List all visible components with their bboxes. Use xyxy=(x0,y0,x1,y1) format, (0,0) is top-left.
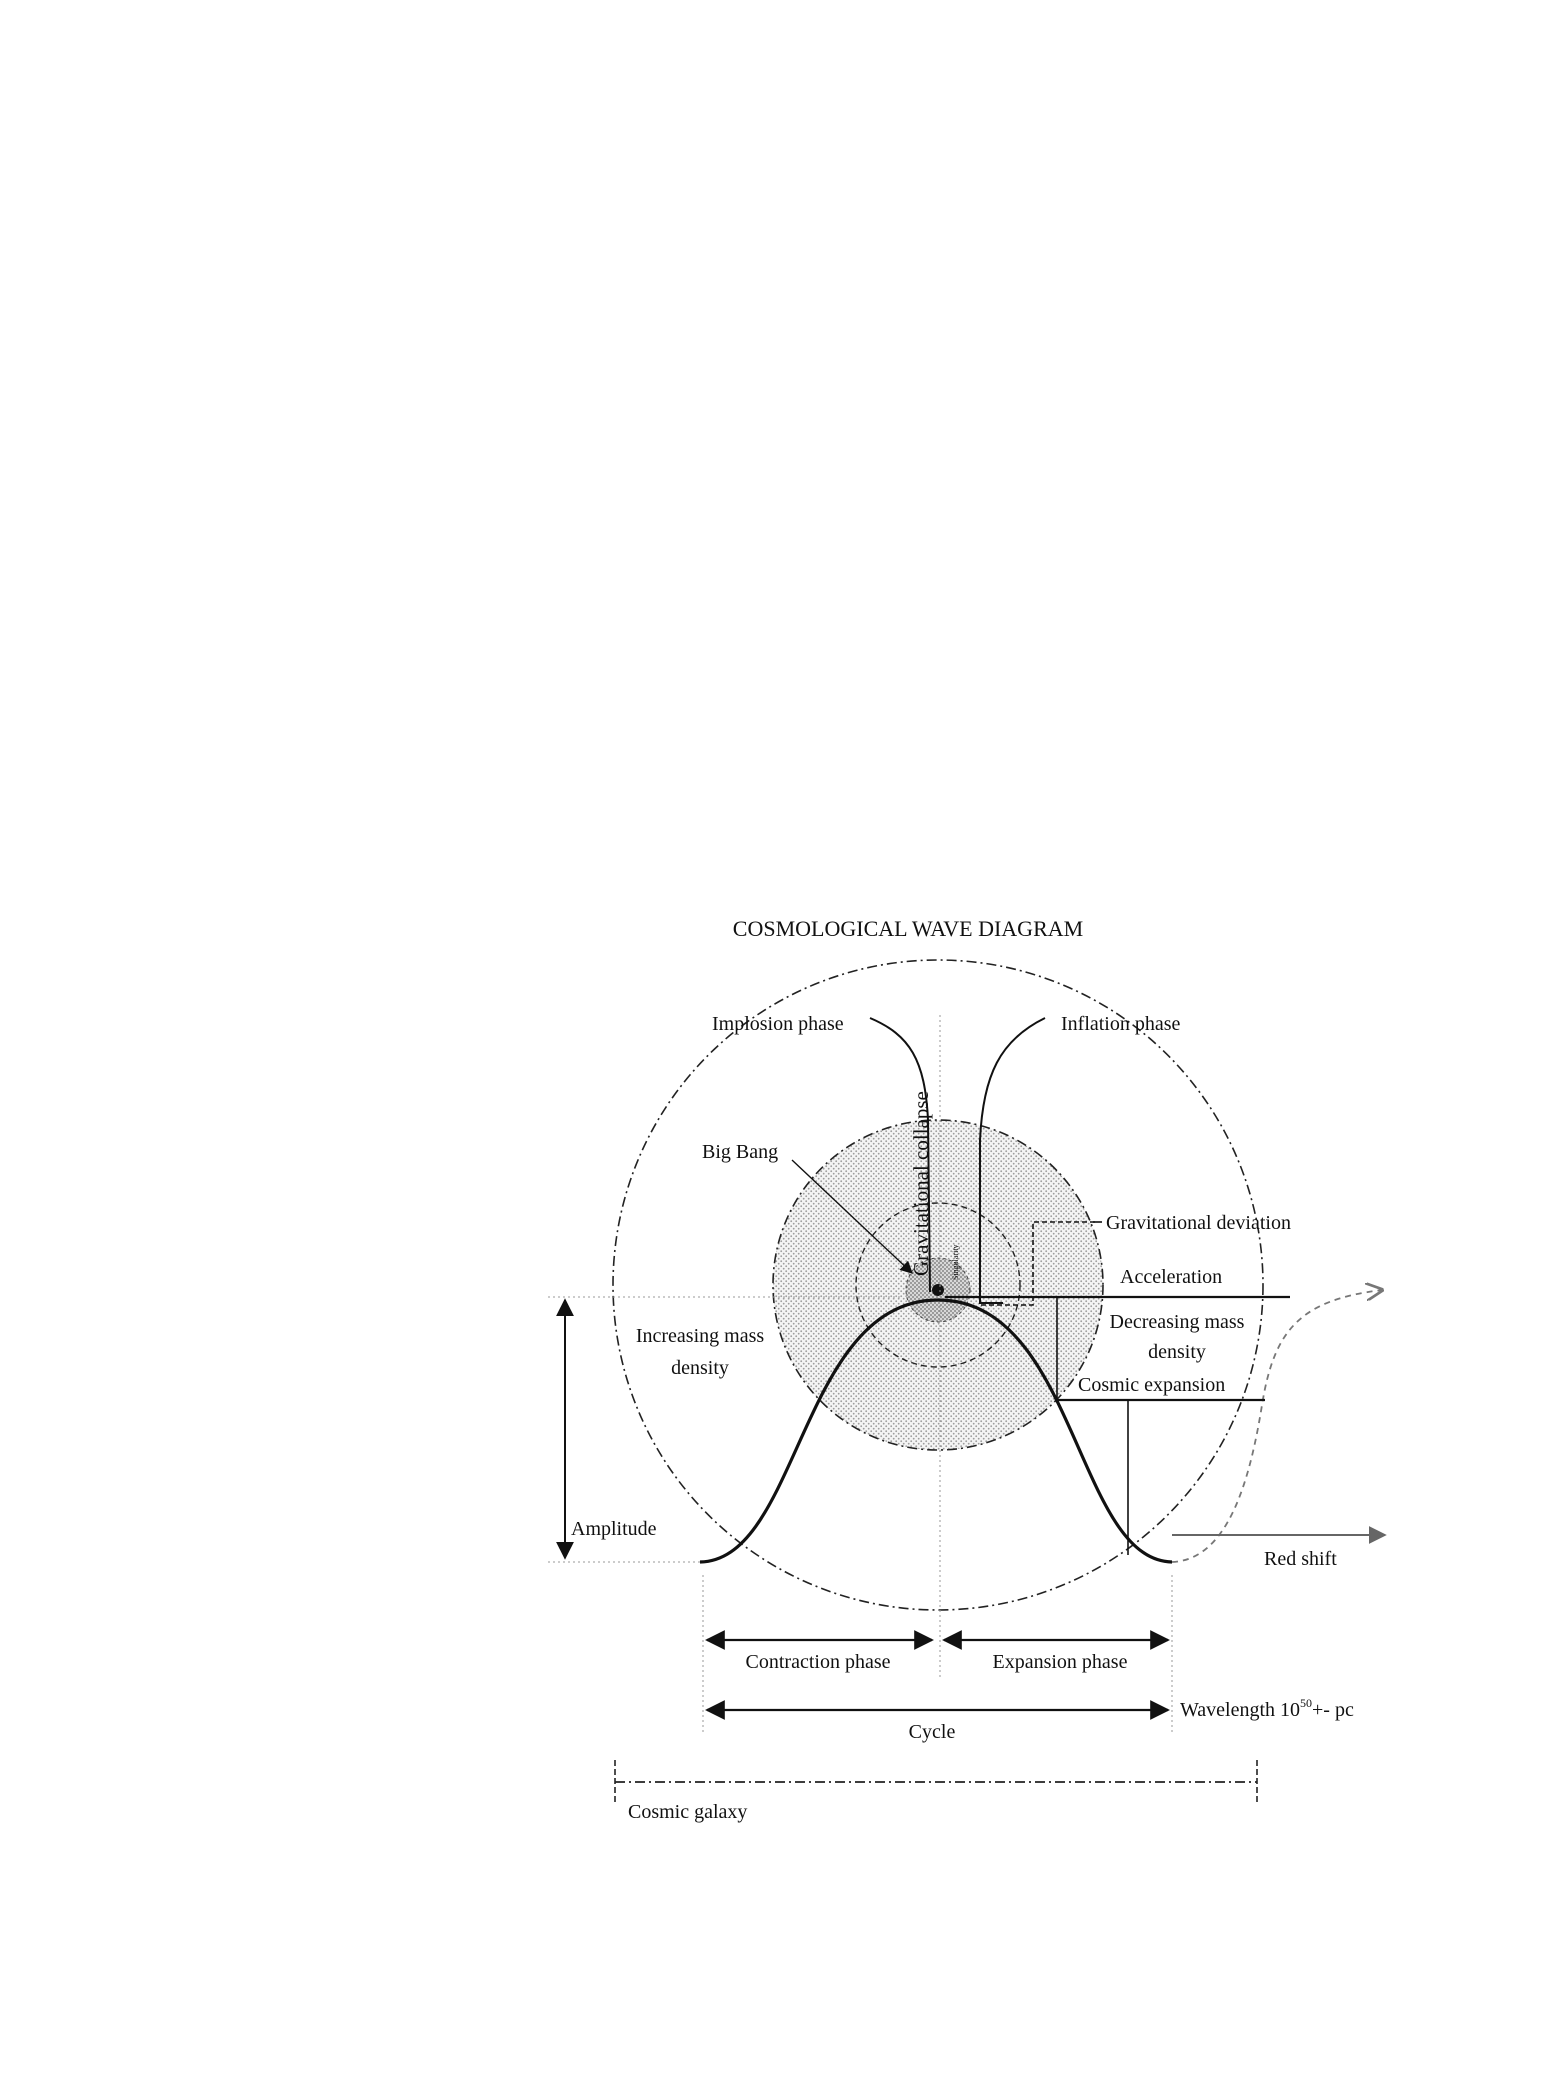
diagram-title: COSMOLOGICAL WAVE DIAGRAM xyxy=(732,916,1084,941)
inflation-phase-label: Inflation phase xyxy=(1061,1013,1181,1035)
big-bang-point xyxy=(932,1284,944,1296)
gravitational-collapse-label: Gravitational collapse xyxy=(909,1091,933,1276)
wavelength-label xyxy=(1180,1696,1354,1721)
acceleration-label: Acceleration xyxy=(1120,1266,1223,1288)
increasing-mass-density-label-line2: density xyxy=(671,1357,729,1379)
decreasing-mass-density-label-line2: density xyxy=(1148,1341,1206,1363)
amplitude-label: Amplitude xyxy=(571,1518,657,1540)
expansion-phase-label: Expansion phase xyxy=(992,1651,1128,1673)
cycle-label: Cycle xyxy=(908,1721,956,1743)
wavelength-exponent: 50 xyxy=(1300,1696,1313,1710)
cosmic-expansion-label: Cosmic expansion xyxy=(1078,1374,1226,1396)
red-shift-label: Red shift xyxy=(1264,1548,1337,1570)
wavelength-prefix: Wavelength 10 xyxy=(1180,1699,1301,1721)
implosion-phase-label: Implosion phase xyxy=(712,1013,844,1035)
decreasing-mass-density-label-line1: Decreasing mass xyxy=(1109,1311,1245,1333)
gravitational-deviation-label: Gravitational deviation xyxy=(1106,1212,1291,1234)
big-bang-label: Big Bang xyxy=(702,1141,779,1163)
singularity-label: Singularity xyxy=(951,1244,960,1280)
cosmic-galaxy-label: Cosmic galaxy xyxy=(628,1801,748,1823)
contraction-phase-label: Contraction phase xyxy=(745,1651,891,1673)
increasing-mass-density-label-line1: Increasing mass xyxy=(635,1325,765,1347)
wavelength-suffix: +- pc xyxy=(1312,1699,1354,1721)
